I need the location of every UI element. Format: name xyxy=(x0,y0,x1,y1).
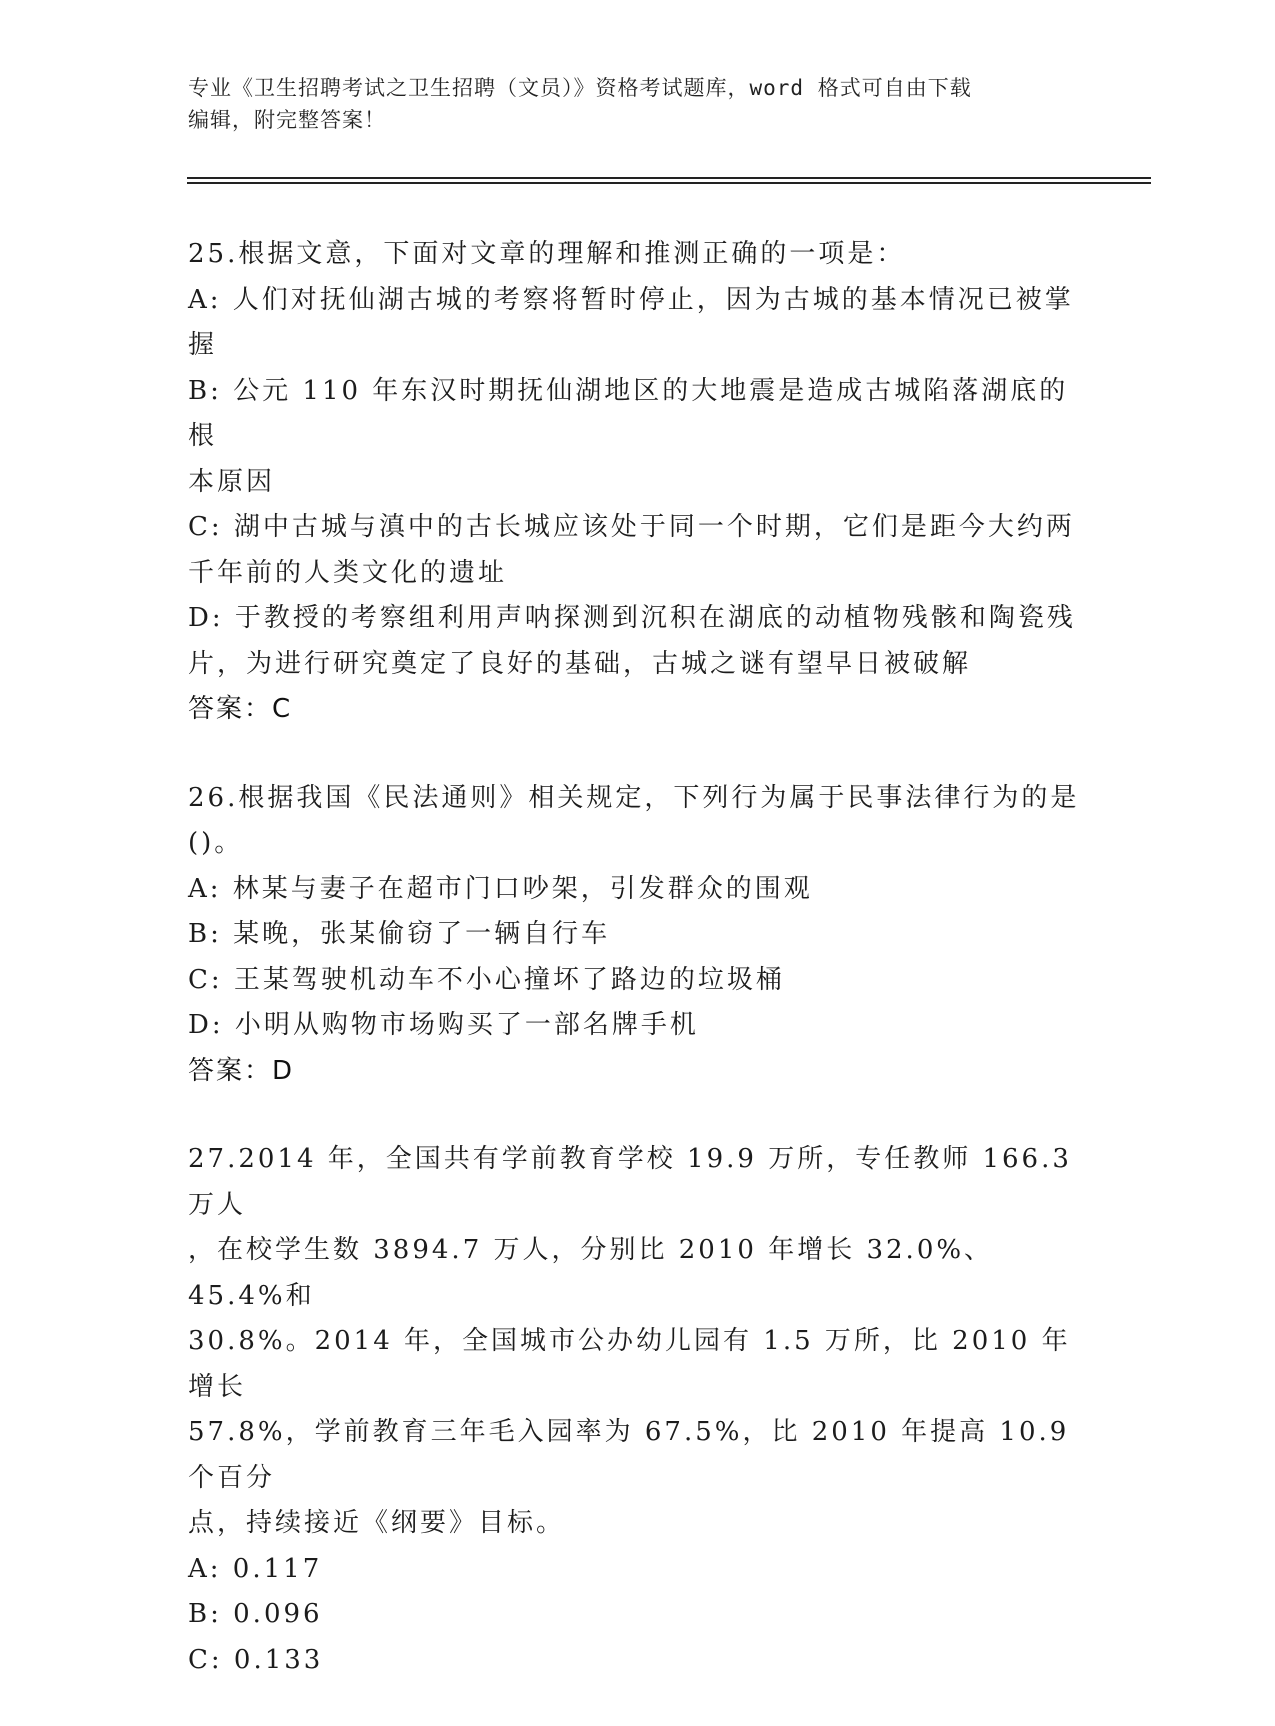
option-b-line: B: 某晚，张某偷窃了一辆自行车 xyxy=(188,919,611,949)
header-line-2: 编辑，附完整答案！ xyxy=(188,108,386,132)
option-d-line: D: 小明从购物市场购买了一部名牌手机 xyxy=(188,1010,699,1040)
option-c-line: C: 王某驾驶机动车不小心撞坏了路边的垃圾桶 xyxy=(188,964,785,995)
question-stem-line: 57.8%，学前教育三年毛入园率为 67.5%，比 2010 年提高 10.9 个百分 xyxy=(188,1417,1081,1493)
document-header xyxy=(188,72,1068,136)
question-stem-line: 30.8%。2014 年，全国城市公办幼儿园有 1.5 万所，比 2010 年增长 xyxy=(188,1326,1071,1402)
option-b-line: B: 公元 110 年东汉时期抚仙湖地区的大地震是造成古城陷落湖底的根 xyxy=(188,375,1069,451)
option-b-line: B: 0.096 xyxy=(188,1599,323,1629)
question-stem-line: 25.根据文意，下面对文章的理解和推测正确的一项是： xyxy=(188,239,906,269)
question-stem-line: ，在校学生数 3894.7 万人，分别比 2010 年增长 32.0%、45.4%和 xyxy=(188,1235,994,1311)
question-27 xyxy=(188,1137,1088,1683)
header-line-1: 专业《卫生招聘考试之卫生招聘（文员）》资格考试题库，word 格式可自由下载 xyxy=(188,76,972,100)
option-b-line: 本原因 xyxy=(188,466,276,497)
option-c-line: C: 0.133 xyxy=(188,1644,324,1675)
question-stem-line: 点，持续接近《纲要》目标。 xyxy=(188,1508,566,1538)
question-stem-line: 26.根据我国《民法通则》相关规定，下列行为属于民事法律行为的是 xyxy=(188,782,1080,813)
header-divider-bottom xyxy=(187,182,1151,184)
answer-label: 答案：C xyxy=(188,694,293,724)
option-a-line: 握 xyxy=(188,330,218,360)
header-divider-top xyxy=(187,177,1151,179)
option-a-line: A: 人们对抚仙湖古城的考察将暂时停止，因为古城的基本情况已被掌 xyxy=(188,284,1074,315)
option-a-line: A: 0.117 xyxy=(188,1553,323,1584)
option-d-line: 片，为进行研究奠定了良好的基础，古城之谜有望早日被破解 xyxy=(188,648,972,679)
option-a-line: A: 林某与妻子在超市门口吵架，引发群众的围观 xyxy=(188,873,813,904)
question-25 xyxy=(188,232,1088,733)
question-26 xyxy=(188,776,1088,1095)
option-d-line: D: 于教授的考察组利用声呐探测到沉积在湖底的动植物残骸和陶瓷残 xyxy=(188,603,1076,633)
question-stem-line: ()。 xyxy=(188,828,244,858)
option-c-line: 千年前的人类文化的遗址 xyxy=(188,557,508,588)
question-stem-line: 27.2014 年，全国共有学前教育学校 19.9 万所，专任教师 166.3 万人 xyxy=(188,1144,1084,1220)
question-list xyxy=(188,232,1088,1726)
option-c-line: C: 湖中古城与滇中的古长城应该处于同一个时期，它们是距今大约两 xyxy=(188,512,1075,542)
answer-label: 答案：D xyxy=(188,1055,295,1086)
